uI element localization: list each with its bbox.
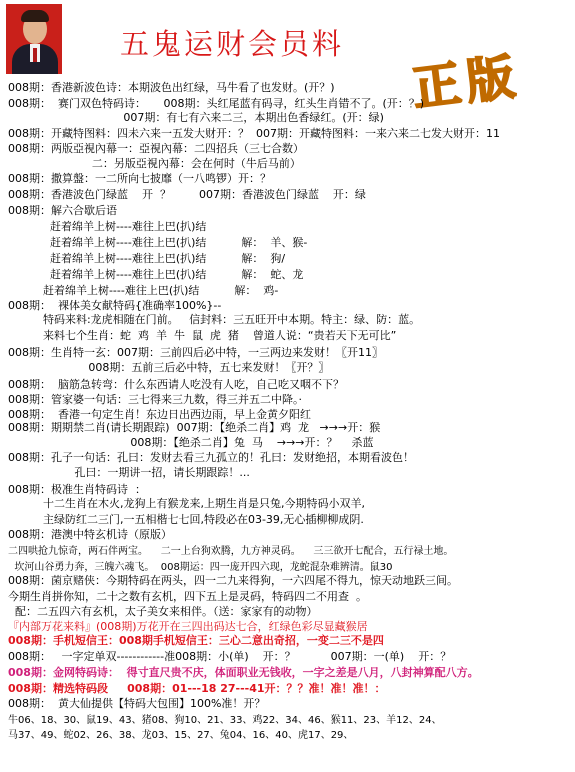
line-30: 008期：港澳中特玄机诗（原版） (8, 528, 172, 541)
line-19: 008期：五前三后必中特，五七来发财！〖开？〗 (8, 361, 330, 374)
line-27: 008期：极准生肖特码诗 ： (8, 483, 146, 496)
line-38: 008期： 一字定单双------------准008期：小(单) 开：？ 007期：一(单) 开：？ (8, 650, 452, 663)
line-07: 008期：撒算盤：一二所向七披靡（一八鸣锣）开：？ (8, 172, 271, 185)
line-39: 008期：金网特码诗： 得寸直尺贵不庆，体面职业无钱收，一字之差是八月，八封神算配八方。 (8, 666, 479, 679)
line-21: 008期：管家婆一句话：三七得来三九数，得三并五二中降。· (8, 393, 302, 406)
line-12: 赶着绵羊上树----难往上巴(扒)结 解： 狗/ (8, 252, 286, 265)
line-03: 007期：有七有六来二三，本期出色香绿红。(开：绿) (8, 111, 384, 124)
line-06: 二：另版亞視內幕：会在何时（牛后马前） (8, 157, 301, 170)
line-16: 特码来料:龙虎相随在门前。 信封料：三五旺开中本期。特主：绿、防：蓝。 (8, 313, 421, 326)
line-08: 008期：香港波色门绿蓝 开 ？ 007期：香港波色门绿蓝 开：绿 (8, 188, 366, 201)
avatar-tie (33, 48, 37, 62)
line-41: 008期： 黄大仙提供【特码大包围】100%准！开？ (8, 697, 266, 710)
line-34: 今期生肖拼你知，二十之数有玄机，四下五上是灵码，特码四二不用查 。 (8, 590, 367, 603)
line-13: 赶着绵羊上树----难往上巴(扒)结 解： 蛇、龙 (8, 268, 304, 281)
line-14: 赶着绵羊上树----难往上巴(扒)结 解： 鸡- (8, 284, 279, 297)
line-23: 008期：期期禁二肖(请长期跟踪) 007期：【绝杀二肖】鸡 龙 →→→开：猴 (8, 421, 381, 434)
line-28: 十二生肖在木火,龙狗上有猴龙来,上期生肖是只兔,今期特码小双羊, (8, 497, 365, 510)
line-10: 赶着绵羊上树----难往上巴(扒)结 (8, 220, 207, 233)
line-26: 孔曰：一期讲一招，请长期跟踪！... (8, 466, 250, 479)
line-43: 马37、49、蛇02、26、38、龙03、15、27、兔04、16、40、虎17、29、 (8, 730, 354, 741)
line-42: 牛06、18、30、鼠19、43、猪08、狗10、21、33、鸡22、34、46、猴11、23、羊12、24、 (8, 715, 442, 726)
line-33: 008期：菌京赌侠：今期特码在两头，四一二九来得狗，一六四尾不得九，惊天动地跃三间。 (8, 574, 458, 587)
line-11: 赶着绵羊上树----难往上巴(扒)结 解： 羊、猴- (8, 236, 308, 249)
line-02: 008期： 赛门双色特码诗： 008期：头红尾蓝有码寻，红头生肖错不了。(开：？) (8, 97, 425, 110)
line-40: 008期：精选特码段 008期：01---18 27---41开：？？准！准！准！： (8, 682, 386, 695)
line-04: 008期：开藏特图料：四未六来一五发大财开：？ 007期：开藏特图料：一来六来二七发大财开：11 (8, 127, 500, 140)
avatar-hair (21, 10, 49, 22)
line-17: 来料七个生肖：蛇 鸡 羊 牛 鼠 虎 猪 曾道人说：“贵若天下无可比” (8, 329, 397, 342)
line-35: 配：二五四六有玄机，太子美女来相伴。（送：家家有的动物） (8, 605, 318, 618)
page-title: 五鬼运财会员料 (120, 27, 345, 61)
line-31: 二四哄抢九惊奇，两石伴两宝。 二一上台狗欢腾，九方神灵码。 三三欲开七配合，五行禄土地。 (8, 546, 454, 557)
line-24: 008期：【绝杀二肖】兔 马 →→→开：？ 杀蓝 (8, 436, 374, 449)
line-01: 008期：香港新波色诗：本期波色出红绿，马牛看了也发财。(开？) (8, 81, 335, 94)
genuine-badge: 正版 (409, 48, 524, 118)
avatar-photo (6, 4, 62, 74)
line-09: 008期：解六合歇后语 (8, 204, 117, 217)
line-05: 008期：两版亞視內幕一：亞視內幕：二四招兵（三七合数） (8, 142, 304, 155)
line-15: 008期： 裸体美女献特码{准确率100%}-- (8, 299, 222, 312)
line-25: 008期：孔子一句话：孔曰：发财去看三九孤立的！孔曰：发财绝招，本期看波色！ (8, 451, 414, 464)
line-32: 坎河山谷勇力奔，三魄六魂飞。 008期运：四一庞开四六现，龙蛇混杂难辨清。鼠30 (8, 562, 393, 573)
line-36: 『内部万花来料』(008期)万花开在三四出码达七合，红绿色彩尽显藏猴居 (8, 620, 368, 633)
line-18: 008期：生肖特一玄：007期：三前四后必中特，一三两边来发财！〖开11〗 (8, 346, 383, 359)
line-22: 008期： 香港一句定生肖！东边日出西边雨，早上金黄夕阳红 (8, 408, 311, 421)
line-29: 主绿防红二三门,一五相楷七七回,特段必在03-39,无心插柳柳成阴. (8, 513, 364, 526)
line-37: 008期：手机短信王：008期手机短信王：三心二意出奇招，一变二三不是四 (8, 634, 384, 647)
line-20: 008期： 脑筋急转弯：什么东西请人吃没有人吃，自己吃又咽不下？ (8, 378, 344, 391)
